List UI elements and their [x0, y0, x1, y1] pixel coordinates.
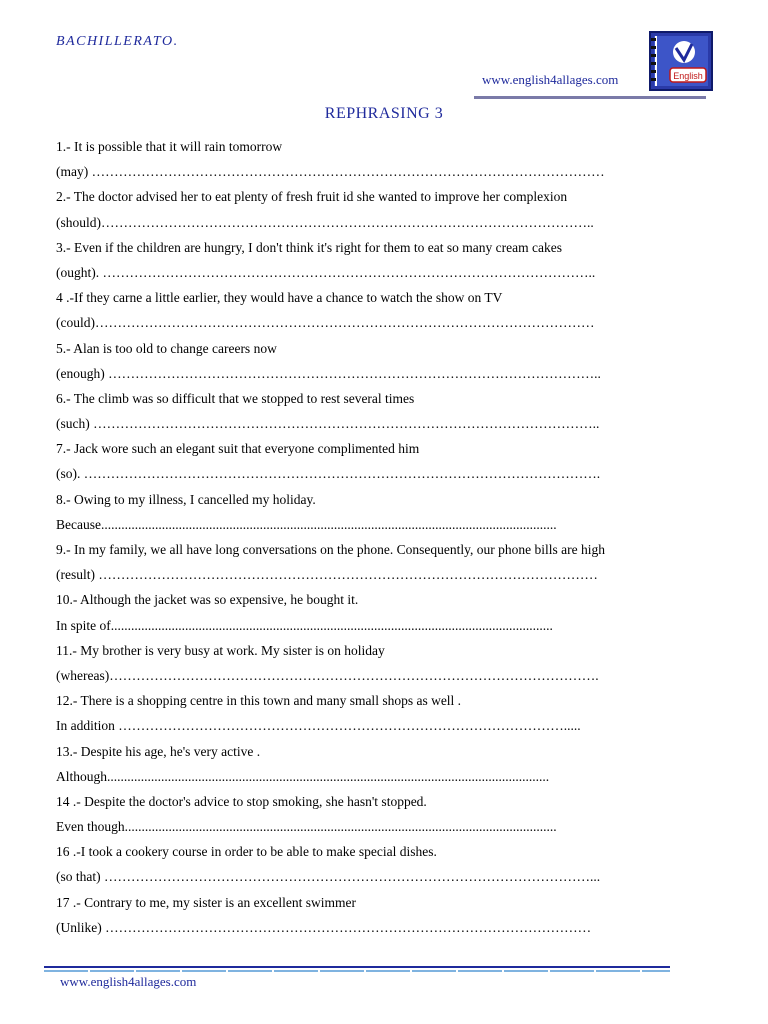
- exercise-prompt: 1.- It is possible that it will rain tomorrow: [56, 139, 283, 154]
- exercise-answer-line: (could)…………………………………………………………………………………………………: [56, 315, 595, 331]
- exercise-list: [56, 134, 716, 940]
- exercise-answer-line: (so that) ………………………………………………………………………………………………...: [56, 869, 601, 885]
- exercise-prompt: 17 .- Contrary to me, my sister is an excellent swimmer: [56, 894, 356, 910]
- exercise-prompt: 2.- The doctor advised her to eat plenty of fresh fruit id she wanted to improve her complexion: [56, 189, 568, 205]
- exercise-prompt: 10.- Although the jacket was so expensive, he bought it.: [56, 592, 359, 608]
- exercise-prompt: 13.- Despite his age, he's very active .: [56, 743, 261, 759]
- exercise-answer-line: Because.......................................................................................................................................: [56, 516, 557, 532]
- exercise-answer-line: In addition ……………………………………………………………………………………….....: [56, 718, 581, 734]
- logo-text: English: [673, 71, 703, 81]
- exercise-prompt: 8.- Owing to my illness, I cancelled my holiday.: [56, 491, 316, 507]
- course-level-label: BACHILLERATO.: [56, 34, 179, 49]
- exercise-answer-line: Even though................................................................................................................................: [56, 819, 557, 835]
- exercise-answer-line: (result) …………………………………………………………………………………………………: [56, 567, 598, 583]
- exercise-prompt: 7.- Jack wore such an elegant suit that everyone complimented him: [56, 441, 420, 457]
- english-logo-icon: [648, 30, 714, 92]
- exercise-prompt: 16 .-I took a cookery course in order to be able to make special dishes.: [56, 844, 437, 860]
- exercise-answer-line: (such) …………………………………………………………………………………………………..: [56, 416, 600, 432]
- exercise-answer-line: (so). …………………………………………………………………………………………………….: [56, 466, 601, 482]
- exercise-answer-line: (may) ……………………………………………………………………………………………………: [56, 164, 605, 180]
- exercise-prompt: 5.- Alan is too old to change careers now: [56, 340, 277, 356]
- footer-website-link[interactable]: www.english4allages.com: [60, 974, 197, 989]
- exercise-answer-line: (ought). ………………………………………………………………………………………………..: [56, 264, 596, 280]
- exercise-prompt: 6.- The climb was so difficult that we stopped to rest several times: [56, 390, 415, 406]
- exercise-answer-line: (whereas)……………………………………………………………………………………………….: [56, 667, 599, 683]
- header-website-link[interactable]: www.english4allages.com: [482, 72, 619, 87]
- footer-divider-decorative: [44, 970, 670, 972]
- header-divider: [474, 96, 706, 99]
- exercise-answer-line: (Unlike) ………………………………………………………………………………………………: [56, 919, 592, 935]
- exercise-prompt: 14 .- Despite the doctor's advice to stop smoking, she hasn't stopped.: [56, 793, 427, 809]
- exercise-prompt: 12.- There is a shopping centre in this town and many small shops as well .: [56, 693, 462, 709]
- exercise-answer-line: Although...................................................................................................................................: [56, 768, 550, 784]
- exercise-answer-line: (enough) ………………………………………………………………………………………………..: [56, 365, 601, 381]
- exercise-prompt: 9.- In my family, we all have long conversations on the phone. Consequently, our phone bills are high: [56, 542, 606, 557]
- exercise-answer-line: (should)………………………………………………………………………………………………..: [56, 214, 594, 230]
- page-title: REPHRASING 3: [324, 105, 444, 122]
- exercise-prompt: 11.- My brother is very busy at work. My sister is on holiday: [56, 642, 385, 658]
- footer-divider: [44, 966, 670, 968]
- exercise-answer-line: In spite of...................................................................................................................................: [56, 617, 553, 633]
- exercise-prompt: 4 .-If they carne a little earlier, they would have a chance to watch the show on TV: [56, 290, 503, 306]
- exercise-prompt: 3.- Even if the children are hungry, I don't think it's right for them to eat so many cream cakes: [56, 239, 562, 255]
